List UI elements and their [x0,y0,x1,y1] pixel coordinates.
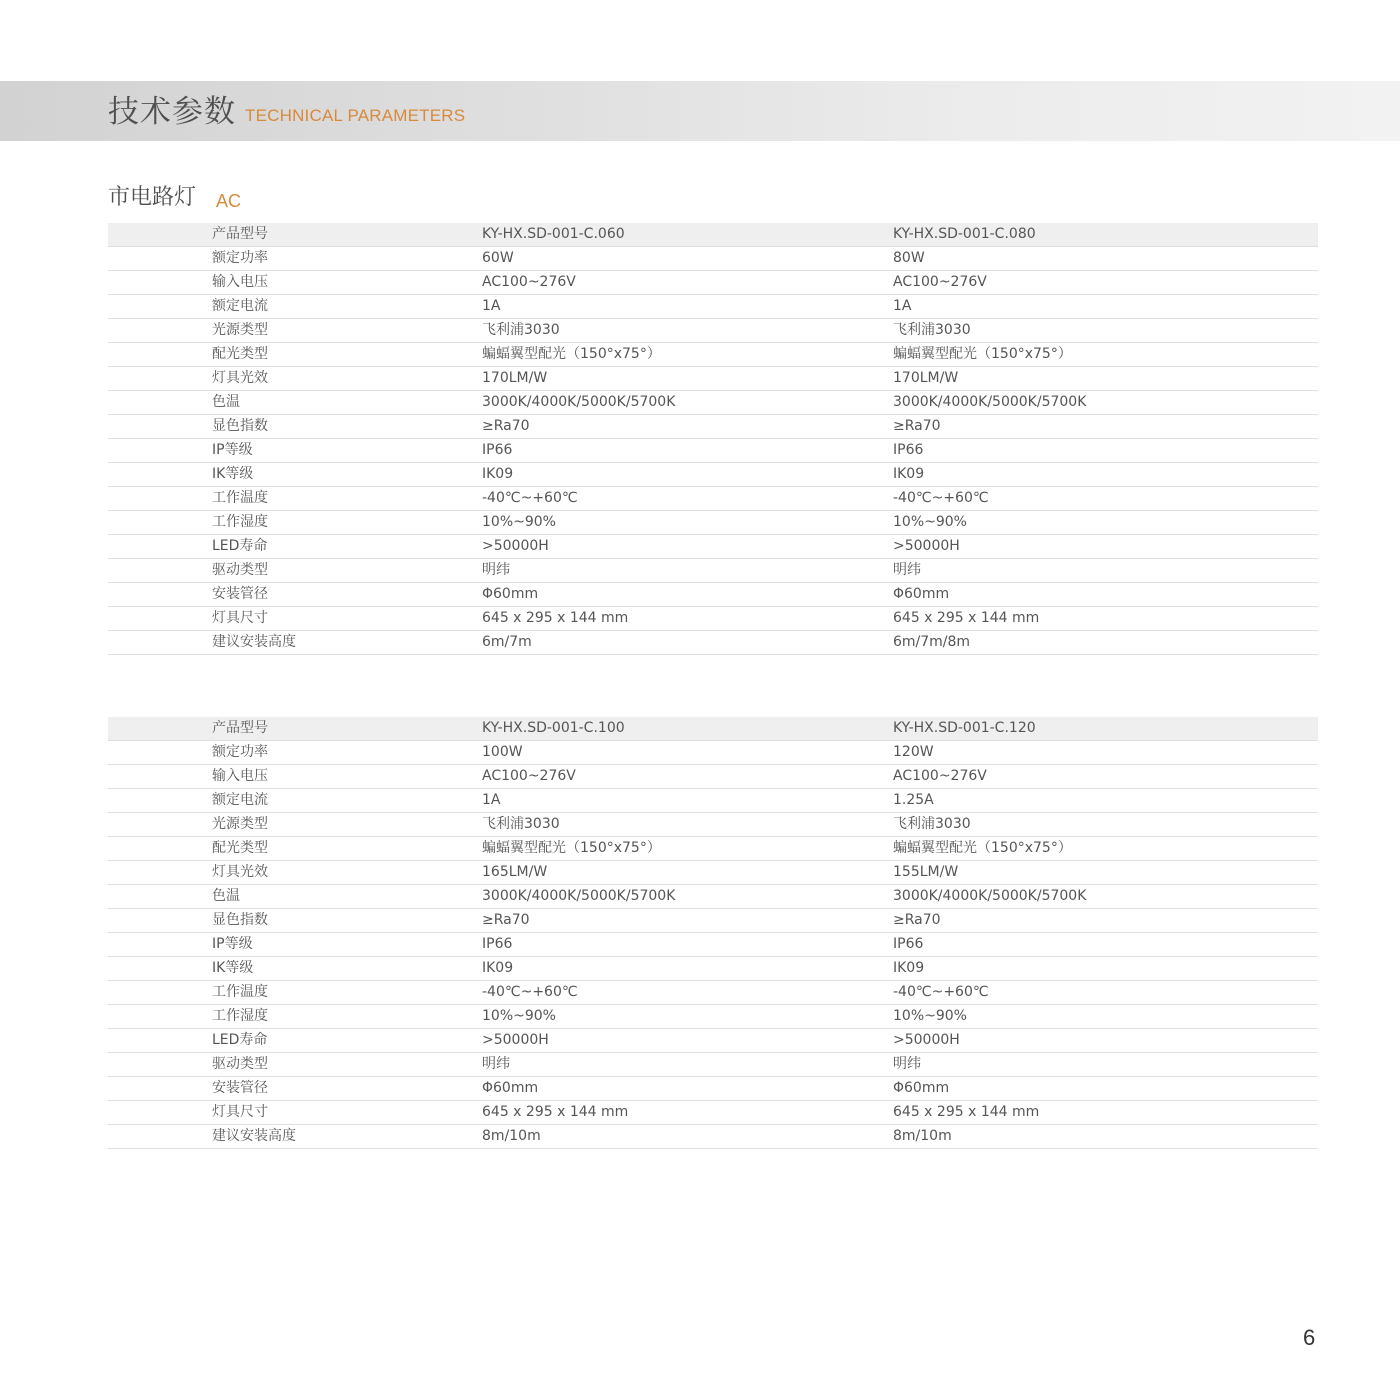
spec-value-b: 3000K/4000K/5000K/5700K [893,391,1318,415]
spec-value-b: KY-HX.SD-001-C.120 [893,717,1318,741]
spec-value-a: IK09 [482,957,893,981]
spec-value-a: KY-HX.SD-001-C.060 [482,223,893,247]
table-row [108,909,1318,933]
table-row [108,837,1318,861]
spec-table-1 [108,223,1318,655]
spec-value-a: 170LM/W [482,367,893,391]
table-row [108,631,1318,655]
spec-value-b: IK09 [893,957,1318,981]
spec-value-a: 10%~90% [482,1005,893,1029]
spec-value-b: 1.25A [893,789,1318,813]
table-row [108,583,1318,607]
spec-value-b: Φ60mm [893,583,1318,607]
spec-value-a: ≥Ra70 [482,415,893,439]
spec-value-b: >50000H [893,535,1318,559]
table-row [108,789,1318,813]
table-row [108,885,1318,909]
table-row [108,933,1318,957]
spec-value-a: 蝙蝠翼型配光（150°x75°） [482,343,893,367]
spec-value-a: 飞利浦3030 [482,319,893,343]
header-banner [0,81,1400,141]
spec-value-a: 6m/7m [482,631,893,655]
spec-value-b: 飞利浦3030 [893,813,1318,837]
spec-value-a: 60W [482,247,893,271]
spec-value-a: 明纬 [482,1053,893,1077]
table-row [108,1077,1318,1101]
spec-value-a: 165LM/W [482,861,893,885]
spec-label: 显色指数 [108,415,482,439]
spec-label: LED寿命 [108,1029,482,1053]
spec-label: 工作湿度 [108,1005,482,1029]
spec-label: 驱动类型 [108,559,482,583]
spec-value-b: 8m/10m [893,1125,1318,1149]
spec-value-a: >50000H [482,535,893,559]
spec-label: 灯具光效 [108,367,482,391]
spec-value-a: 100W [482,741,893,765]
spec-value-a: Φ60mm [482,1077,893,1101]
section-subtitle: AC [216,191,242,211]
spec-value-b: 120W [893,741,1318,765]
spec-value-a: ≥Ra70 [482,909,893,933]
table-row [108,271,1318,295]
spec-value-a: 1A [482,295,893,319]
spec-label: 工作温度 [108,981,482,1005]
spec-label: 灯具光效 [108,861,482,885]
spec-value-b: 1A [893,295,1318,319]
spec-label: 产品型号 [108,717,482,741]
spec-value-a: IK09 [482,463,893,487]
table-row [108,439,1318,463]
spec-label: 产品型号 [108,223,482,247]
page-number: 6 [1303,1325,1316,1350]
spec-value-b: 155LM/W [893,861,1318,885]
spec-label: 灯具尺寸 [108,1101,482,1125]
spec-label: 额定功率 [108,247,482,271]
table-row [108,247,1318,271]
table-row [108,1029,1318,1053]
spec-label: 安装管径 [108,1077,482,1101]
spec-value-a: 3000K/4000K/5000K/5700K [482,885,893,909]
table-row [108,295,1318,319]
table-row [108,343,1318,367]
table-row [108,487,1318,511]
table-row [108,741,1318,765]
spec-value-b: 80W [893,247,1318,271]
table-row [108,391,1318,415]
spec-value-b: 明纬 [893,559,1318,583]
spec-value-a: 10%~90% [482,511,893,535]
spec-value-b: AC100~276V [893,271,1318,295]
spec-value-a: AC100~276V [482,271,893,295]
spec-value-b: Φ60mm [893,1077,1318,1101]
spec-label: 光源类型 [108,813,482,837]
table-row [108,223,1318,247]
table-row [108,957,1318,981]
spec-value-a: 8m/10m [482,1125,893,1149]
spec-label: 建议安装高度 [108,1125,482,1149]
table-row [108,1101,1318,1125]
table-row [108,813,1318,837]
spec-value-a: 645 x 295 x 144 mm [482,1101,893,1125]
spec-label: IP等级 [108,933,482,957]
section-title: 市电路灯 [108,185,197,210]
spec-value-b: -40℃~+60℃ [893,487,1318,511]
spec-value-b: KY-HX.SD-001-C.080 [893,223,1318,247]
table-row [108,607,1318,631]
table-row [108,535,1318,559]
spec-value-b: IK09 [893,463,1318,487]
spec-label: 显色指数 [108,909,482,933]
spec-label: 驱动类型 [108,1053,482,1077]
page-title: 技术参数 [108,94,236,130]
table-row [108,367,1318,391]
spec-value-a: -40℃~+60℃ [482,487,893,511]
spec-label: 安装管径 [108,583,482,607]
table-row [108,1005,1318,1029]
table-row [108,765,1318,789]
spec-value-b: IP66 [893,933,1318,957]
spec-value-b: 明纬 [893,1053,1318,1077]
table-row [108,415,1318,439]
spec-value-a: 1A [482,789,893,813]
spec-value-a: 明纬 [482,559,893,583]
table-row [108,717,1318,741]
spec-value-b: 3000K/4000K/5000K/5700K [893,885,1318,909]
spec-label: 输入电压 [108,765,482,789]
spec-value-b: IP66 [893,439,1318,463]
spec-label: IK等级 [108,463,482,487]
spec-value-a: AC100~276V [482,765,893,789]
spec-value-a: 645 x 295 x 144 mm [482,607,893,631]
spec-label: 建议安装高度 [108,631,482,655]
spec-value-a: Φ60mm [482,583,893,607]
spec-label: 配光类型 [108,343,482,367]
spec-value-a: -40℃~+60℃ [482,981,893,1005]
spec-label: 工作湿度 [108,511,482,535]
spec-value-b: 蝙蝠翼型配光（150°x75°） [893,343,1318,367]
table-row [108,861,1318,885]
spec-table-2 [108,717,1318,1149]
spec-label: IP等级 [108,439,482,463]
spec-label: 配光类型 [108,837,482,861]
spec-value-b: 10%~90% [893,1005,1318,1029]
spec-value-a: 蝙蝠翼型配光（150°x75°） [482,837,893,861]
spec-label: 输入电压 [108,271,482,295]
spec-label: 额定电流 [108,789,482,813]
spec-value-b: 10%~90% [893,511,1318,535]
table-row [108,1125,1318,1149]
table-row [108,319,1318,343]
spec-value-b: 645 x 295 x 144 mm [893,1101,1318,1125]
spec-value-a: IP66 [482,439,893,463]
table-row [108,511,1318,535]
spec-label: 工作温度 [108,487,482,511]
spec-value-b: ≥Ra70 [893,415,1318,439]
spec-value-b: 6m/7m/8m [893,631,1318,655]
spec-label: IK等级 [108,957,482,981]
spec-value-b: 645 x 295 x 144 mm [893,607,1318,631]
spec-label: 光源类型 [108,319,482,343]
page-subtitle: TECHNICAL PARAMETERS [245,106,466,125]
spec-value-a: >50000H [482,1029,893,1053]
spec-value-b: >50000H [893,1029,1318,1053]
spec-label: 色温 [108,391,482,415]
spec-label: 灯具尺寸 [108,607,482,631]
spec-value-b: -40℃~+60℃ [893,981,1318,1005]
spec-label: 色温 [108,885,482,909]
spec-label: 额定功率 [108,741,482,765]
spec-value-b: 飞利浦3030 [893,319,1318,343]
spec-label: LED寿命 [108,535,482,559]
spec-value-a: 3000K/4000K/5000K/5700K [482,391,893,415]
table-row [108,981,1318,1005]
table-row [108,1053,1318,1077]
spec-value-b: AC100~276V [893,765,1318,789]
table-row [108,463,1318,487]
spec-value-a: IP66 [482,933,893,957]
spec-value-b: 170LM/W [893,367,1318,391]
spec-value-a: 飞利浦3030 [482,813,893,837]
spec-value-a: KY-HX.SD-001-C.100 [482,717,893,741]
spec-label: 额定电流 [108,295,482,319]
spec-value-b: 蝙蝠翼型配光（150°x75°） [893,837,1318,861]
table-row [108,559,1318,583]
spec-value-b: ≥Ra70 [893,909,1318,933]
